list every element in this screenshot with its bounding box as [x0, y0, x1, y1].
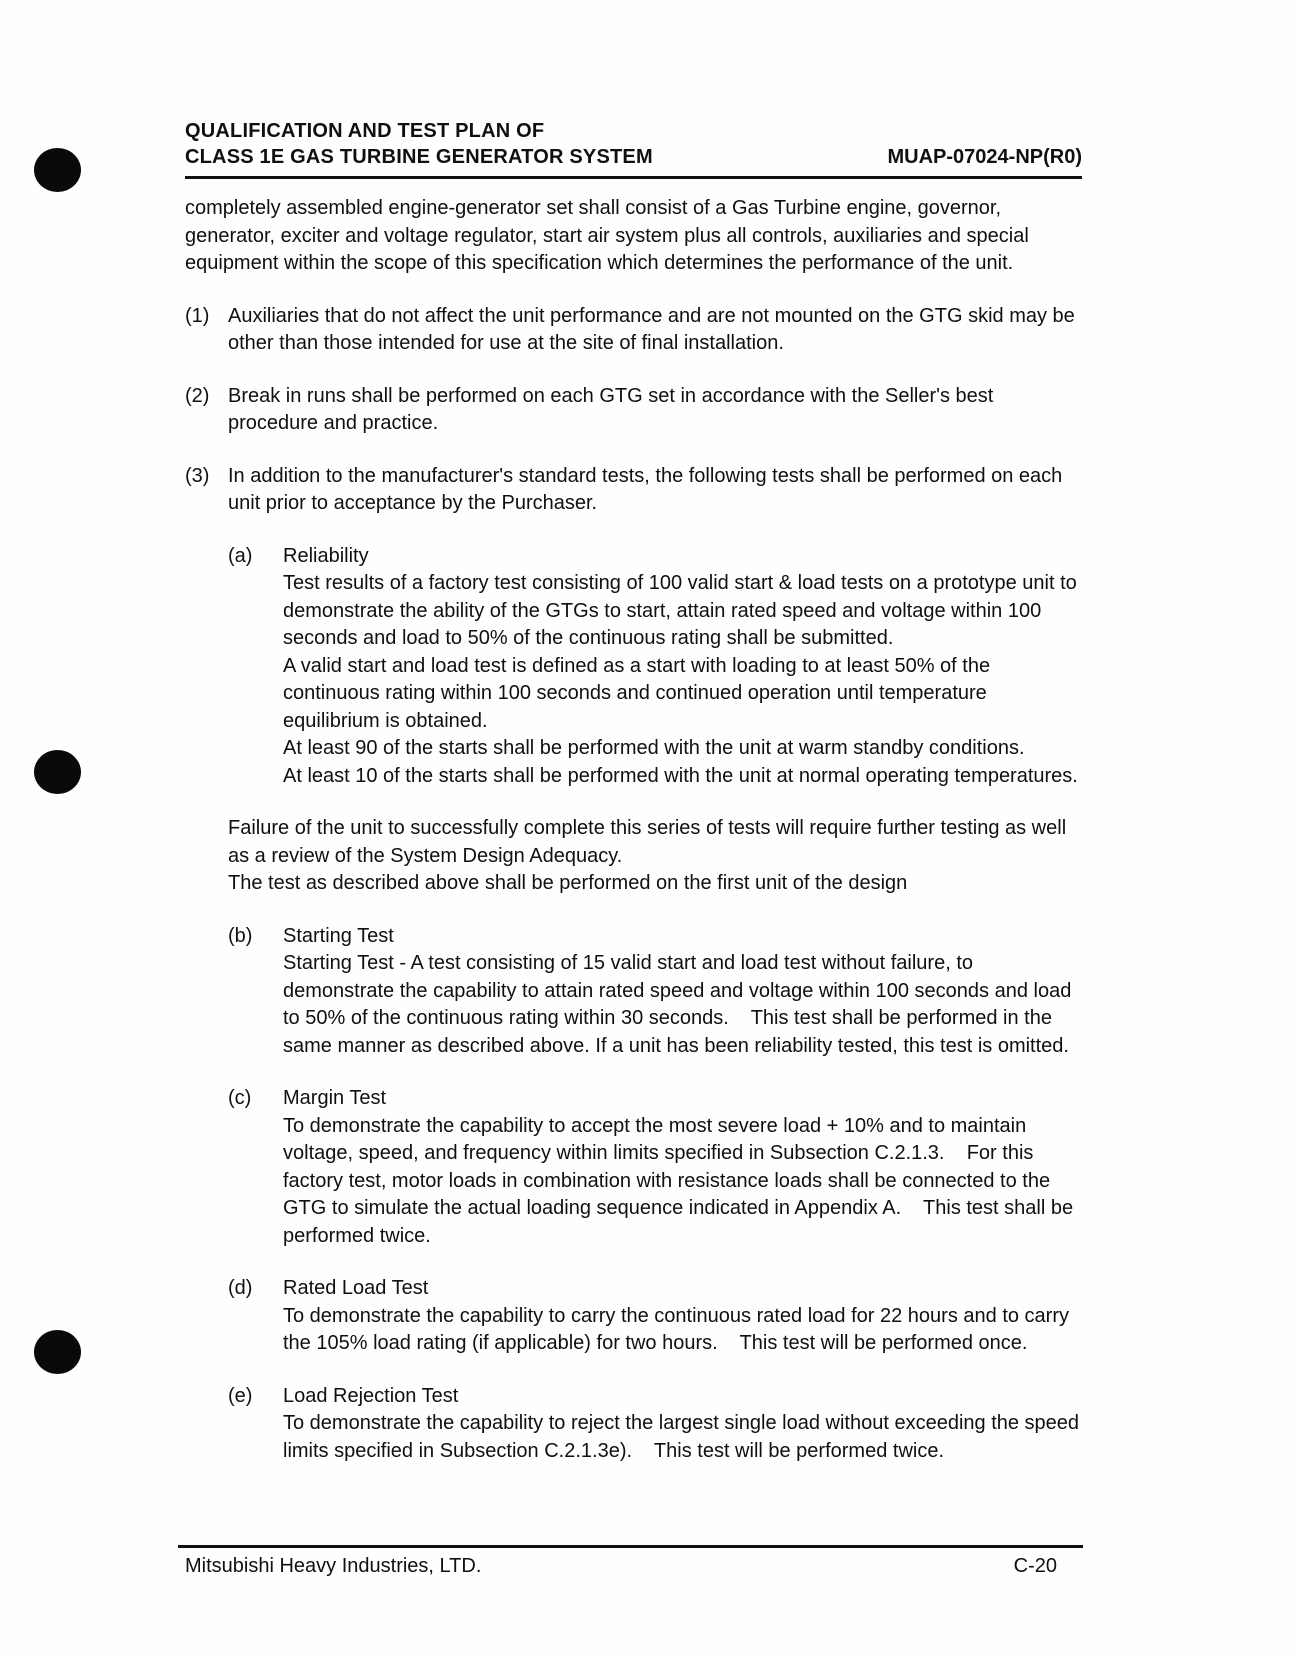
item-number: (3) — [185, 464, 210, 487]
page-content — [185, 118, 1085, 1465]
header-rule — [185, 176, 1082, 179]
hole-punch-bottom-icon — [34, 1330, 81, 1374]
item-number: (2) — [185, 384, 210, 407]
item-number: (1) — [185, 304, 210, 327]
subitem-paragraph: To demonstrate the capability to reject the largest single load without exceeding the speed limits specified in Subsection C.2.1.3e). This test will be performed twice. — [283, 1412, 1085, 1462]
subitem-paragraph: Starting Test - A test consisting of 15 valid start and load test without failure, to demonstrate the capability to attain rated speed and voltage within 100 seconds and load to 50% of the continuous rating within 30 seconds. This test shall be performed in the same manner as described above. If a unit has been reliability tested, this test is omitted. — [283, 952, 1077, 1057]
subitem-paragraph: Test results of a factory test consisting of 100 valid start & load tests on a prototype unit to demonstrate the ability of the GTGs to start, attain rated speed and voltage within 100 seconds and load to 50% of the continuous rating shall be submitted. — [283, 572, 1083, 649]
subitem-body — [283, 1275, 1082, 1358]
subitem-body — [283, 923, 1082, 1061]
reliability-note — [228, 815, 1082, 898]
document-title-line2: CLASS 1E GAS TURBINE GENERATOR SYSTEM — [185, 146, 653, 168]
subitem-paragraph: At least 10 of the starts shall be performed with the unit at normal operating temperatures. — [283, 764, 1078, 787]
subitem-letter: (d) — [228, 1277, 253, 1299]
document-title-line1: QUALIFICATION AND TEST PLAN OF — [185, 120, 545, 142]
document-number: MUAP-07024-NP(R0) — [887, 146, 1082, 168]
intro-paragraph: completely assembled engine-generator set shall consist of a Gas Turbine engine, governor, generator, exciter and voltage regulator, start air system plus all controls, auxiliaries and special equipment within the scope of this specification which determines the performance of the unit. — [185, 197, 1035, 274]
subitem-letter: (b) — [228, 924, 253, 947]
subitem-body — [283, 1383, 1085, 1466]
subitem-paragraph: To demonstrate the capability to carry the continuous rated load for 22 hours and to carry the 105% load rating (if applicable) for two hours. This test will be performed once. — [283, 1304, 1075, 1354]
document-header — [185, 118, 1082, 170]
subitem-letter: (e) — [228, 1384, 253, 1407]
numbered-item-2 — [185, 383, 1082, 438]
subitem-title: Rated Load Test — [283, 1277, 429, 1299]
subitem-paragraph: A valid start and load test is defined as a start with loading to at least 50% of the continuous rating within 100 seconds and continued operation until temperature equilibrium is obtained. — [283, 654, 996, 732]
subitem-d-rated-load-test — [228, 1275, 1082, 1358]
note-paragraph: Failure of the unit to successfully complete this series of tests will require further testing as well as a review of the System Design Adequacy. — [228, 817, 1072, 867]
footer-company: Mitsubishi Heavy Industries, LTD. — [185, 1555, 482, 1577]
footer-rule — [178, 1545, 1083, 1548]
document-title — [185, 118, 653, 170]
document-footer — [178, 1545, 1083, 1578]
subitem-title: Reliability — [283, 544, 369, 567]
footer-row — [178, 1555, 1083, 1578]
subitem-letter: (c) — [228, 1087, 252, 1109]
item-text: Break in runs shall be performed on each GTG set in accordance with the Seller's best procedure and practice. — [228, 384, 999, 434]
numbered-item-3 — [185, 463, 1082, 518]
subitem-body — [283, 1085, 1082, 1250]
item-text: In addition to the manufacturer's standard tests, the following tests shall be performed on each unit prior to acceptance by the Purchaser. — [228, 464, 1068, 514]
numbered-item-1 — [185, 303, 1082, 358]
subitem-b-starting-test — [228, 923, 1082, 1061]
subitem-e-load-rejection-test — [228, 1383, 1085, 1466]
subitem-body — [283, 543, 1082, 791]
subitem-c-margin-test — [228, 1085, 1082, 1250]
item-text: Auxiliaries that do not affect the unit performance and are not mounted on the GTG skid may be other than those intended for use at the site of final installation. — [228, 304, 1081, 354]
footer-page-number: C-20 — [1013, 1555, 1057, 1577]
subitem-title: Load Rejection Test — [283, 1384, 459, 1407]
subitem-paragraph: At least 90 of the starts shall be performed with the unit at warm standby conditions. — [283, 737, 1025, 759]
subitem-paragraph: To demonstrate the capability to accept the most severe load + 10% and to maintain voltage, speed, and frequency within limits specified in Subsection C.2.1.3. For this factory test, motor loads in combination with resistance loads shall be connected to the GTG to simulate the actual loading sequence indicated in Appendix A. This test shall be performed twice. — [283, 1114, 1079, 1247]
note-paragraph: The test as described above shall be performed on the first unit of the design — [228, 872, 908, 894]
subitem-a-reliability — [228, 543, 1082, 791]
subitem-title: Starting Test — [283, 924, 394, 947]
hole-punch-top-icon — [34, 148, 81, 192]
hole-punch-middle-icon — [34, 750, 81, 794]
subitem-title: Margin Test — [283, 1087, 387, 1109]
subitem-letter: (a) — [228, 544, 253, 567]
document-body — [185, 195, 1085, 1465]
